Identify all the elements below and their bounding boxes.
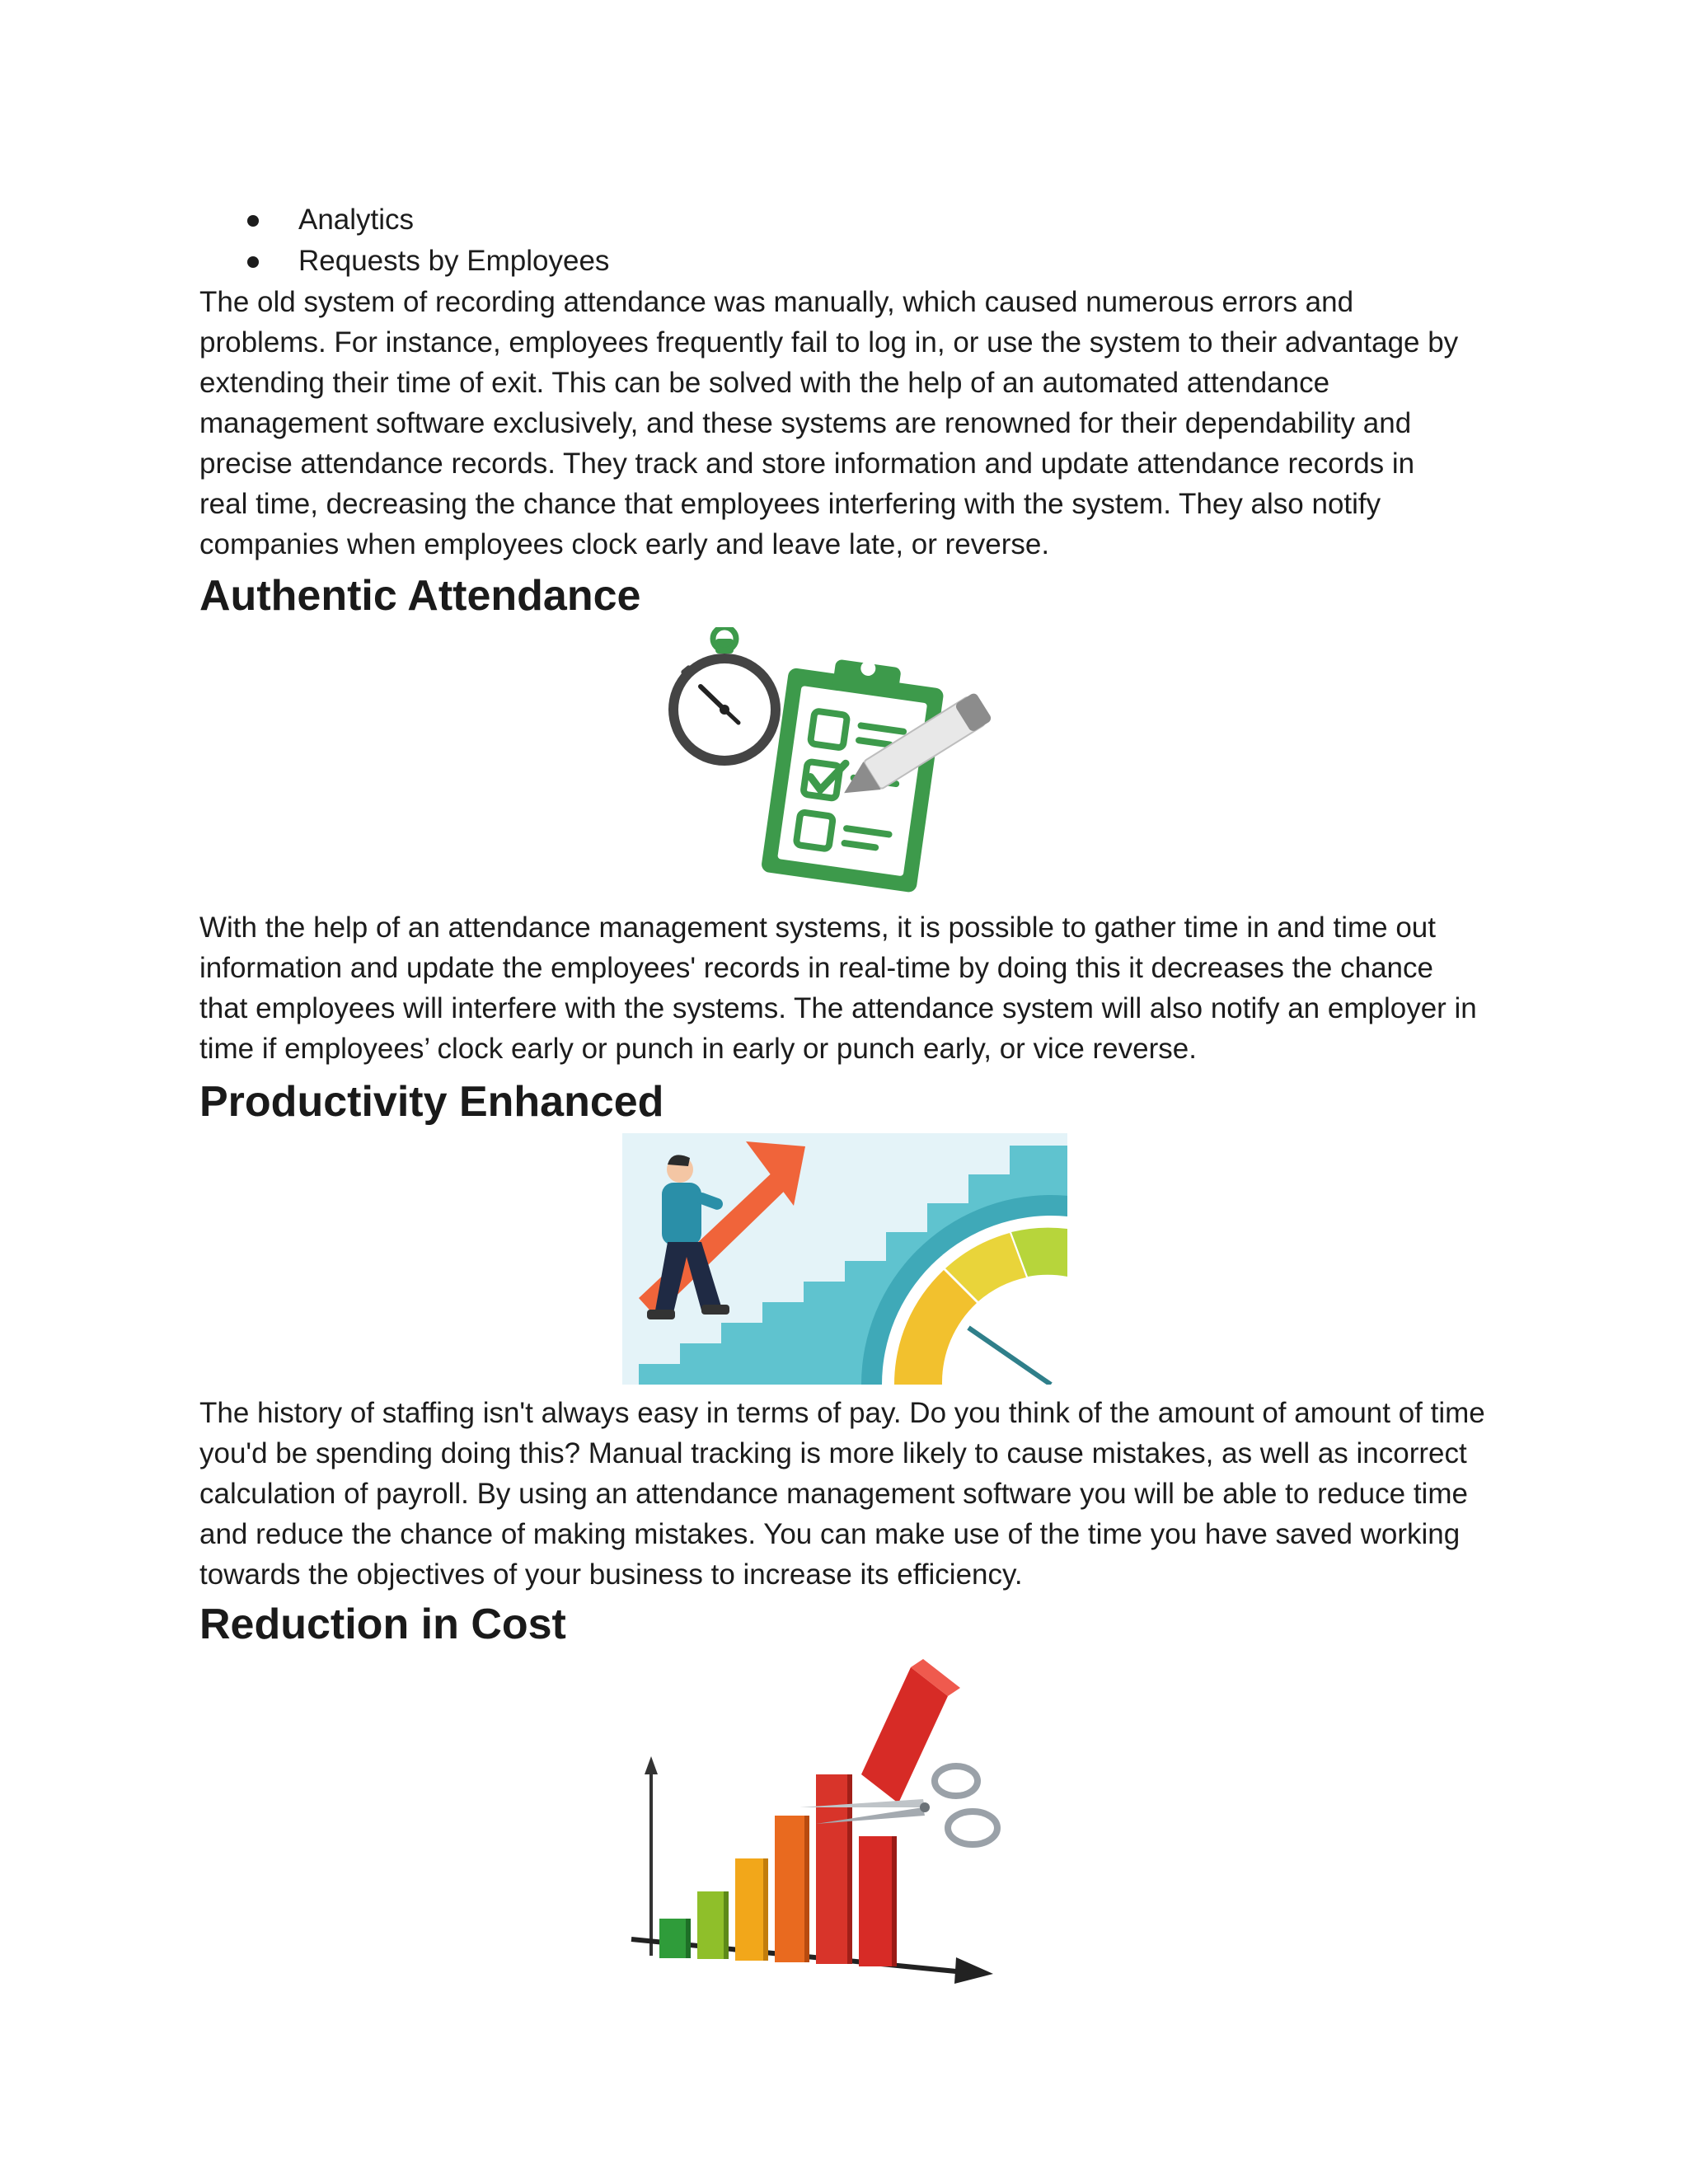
stopwatch-icon [668, 627, 781, 766]
heading-productivity-enhanced: Productivity Enhanced [199, 1078, 664, 1126]
paragraph-productivity: The history of staffing isn't always easy in terms of pay. Do you think of the amount of amount of time you'd be spending doing this? Manual tracking is more likely to cause mistakes, as well as incorrect calculation of payroll. By using an attendance management software you will be able to reduce time and reduce the chance of making mistakes. You can make use of the time you have saved working towards the objectives of your business to increase its efficiency. [199, 1397, 1485, 1591]
heading-reduction-in-cost: Reduction in Cost [199, 1601, 566, 1648]
attendance-illustration [668, 627, 997, 899]
productivity-illustration [622, 1133, 1067, 1385]
bullet-item: Requests by Employees [199, 241, 1518, 282]
paragraph-authentic-attendance: With the help of an attendance management systems, it is possible to gather time in and time out information and update the employees' records in real-time by doing this it decreases the chance that employees will interfere with the systems. The attendance system will also notify an employer in time if employees’ clock early or punch in early or punch early, or vice reverse. [199, 912, 1477, 1065]
bullet-list [199, 199, 1518, 282]
bullet-item: Analytics [199, 199, 1518, 241]
paragraph-old-system: The old system of recording attendance was manually, which caused numerous errors and problems. For instance, employees frequently fail to log in, or use the system to their advantage by extending their time of exit. This can be solved with the help of an automated attendance management software exclusively, and these systems are renowned for their dependability and precise attendance records. They track and store information and update attendance records in real time, decreasing the chance that employees interfering with the system. They also notify companies when employees clock early and leave late, or reverse. [199, 286, 1459, 560]
page-content [199, 199, 1518, 1997]
cost-reduction-illustration [626, 1651, 1071, 1997]
heading-authentic-attendance: Authentic Attendance [199, 572, 641, 620]
